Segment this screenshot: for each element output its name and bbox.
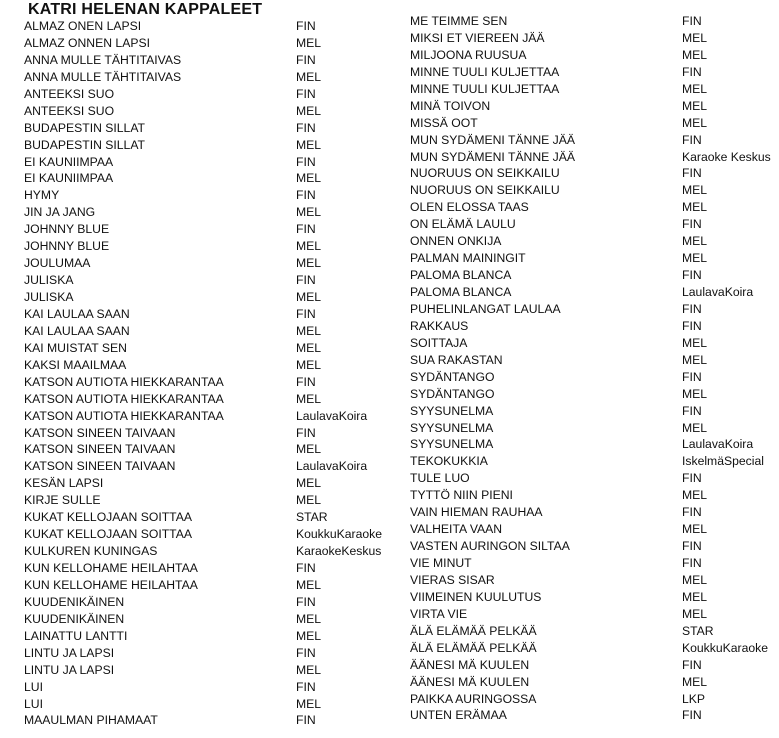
- song-row: [24, 323, 384, 340]
- karaoke-label: LaulavaKoira: [296, 459, 368, 474]
- karaoke-label: MEL: [682, 47, 708, 62]
- song-row: [410, 640, 779, 657]
- song-row: [410, 589, 779, 606]
- song-title: KAI MUISTAT SEN: [24, 340, 127, 355]
- karaoke-label: MEL: [682, 30, 708, 45]
- karaoke-label: KaraokeKeskus: [296, 544, 382, 559]
- song-title: OLEN ELOSSA TAAS: [410, 200, 529, 215]
- song-row: [24, 391, 384, 408]
- song-row: [410, 674, 779, 691]
- song-title: VASTEN AURINGON SILTAA: [410, 539, 570, 554]
- song-row: [24, 272, 384, 289]
- song-row: [410, 318, 779, 335]
- karaoke-label: MEL: [296, 171, 322, 186]
- karaoke-label: MEL: [296, 357, 322, 372]
- song-row: [24, 577, 384, 594]
- song-title: KATSON AUTIOTA HIEKKARANTAA: [24, 408, 224, 423]
- song-title: ON ELÄMÄ LAULU: [410, 217, 516, 232]
- song-row: [24, 475, 384, 492]
- song-row: [410, 606, 779, 623]
- karaoke-label: MEL: [682, 572, 708, 587]
- karaoke-label: FIN: [682, 505, 702, 520]
- song-title: MISSÄ OOT: [410, 115, 478, 130]
- karaoke-label: MEL: [296, 391, 322, 406]
- song-row: [24, 543, 384, 560]
- karaoke-label: LaulavaKoira: [682, 285, 754, 299]
- song-title: VIE MINUT: [410, 556, 472, 570]
- karaoke-label: FIN: [296, 120, 316, 135]
- song-title: SYYSUNELMA: [410, 403, 494, 418]
- song-title: KIRJE SULLE: [24, 493, 101, 508]
- karaoke-label: MEL: [296, 239, 322, 254]
- song-row: [410, 436, 779, 453]
- karaoke-label: LaulavaKoira: [682, 437, 754, 452]
- song-title: EI KAUNIIMPAA: [24, 154, 114, 169]
- karaoke-label: MEL: [682, 488, 708, 503]
- karaoke-label: LaulavaKoira: [296, 408, 368, 423]
- song-row: [410, 13, 779, 30]
- song-title: JOHNNY BLUE: [24, 239, 110, 254]
- song-row: [24, 120, 384, 137]
- song-title: ÄLÄ ELÄMÄÄ PELKÄÄ: [410, 623, 537, 638]
- song-row: [24, 221, 384, 238]
- karaoke-label: MEL: [296, 340, 322, 355]
- karaoke-label: MEL: [296, 696, 322, 711]
- song-title: VAIN HIEMAN RAUHAA: [410, 505, 543, 520]
- song-title: KATSON SINEEN TAIVAAN: [24, 425, 176, 440]
- song-row: [410, 47, 779, 64]
- karaoke-label: FIN: [296, 188, 316, 203]
- song-title: MUN SYDÄMENI TÄNNE JÄÄ: [410, 132, 576, 147]
- karaoke-label: FIN: [682, 301, 702, 316]
- karaoke-label: FIN: [682, 132, 702, 147]
- song-title: LUI: [24, 679, 43, 694]
- song-title: SYYSUNELMA: [410, 420, 494, 435]
- song-row: [24, 289, 384, 306]
- song-row: [410, 386, 779, 403]
- song-row: [410, 657, 779, 674]
- song-title: SOITTAJA: [410, 335, 468, 350]
- song-row: [24, 662, 384, 679]
- karaoke-label: FIN: [682, 539, 702, 554]
- karaoke-label: MEL: [296, 103, 322, 118]
- song-row: [24, 679, 384, 696]
- song-title: LINTU JA LAPSI: [24, 662, 115, 677]
- song-row: [410, 487, 779, 504]
- song-title: MUN SYDÄMENI TÄNNE JÄÄ: [410, 149, 576, 164]
- song-row: [24, 425, 384, 442]
- song-title: KATSON AUTIOTA HIEKKARANTAA: [24, 391, 224, 406]
- song-title: PAIKKA AURINGOSSA: [410, 691, 537, 706]
- song-row: [24, 458, 384, 475]
- song-title: JULISKA: [24, 273, 74, 288]
- song-title: KAKSI MAAILMAA: [24, 357, 127, 372]
- karaoke-label: FIN: [682, 268, 702, 283]
- song-row: [24, 170, 384, 187]
- song-row: [410, 98, 779, 115]
- karaoke-label: KoukkuKaraoke: [296, 527, 383, 542]
- song-row: [24, 86, 384, 103]
- karaoke-label: LKP: [682, 691, 706, 706]
- karaoke-label: FIN: [296, 154, 316, 169]
- karaoke-label: MEL: [296, 35, 322, 50]
- song-row: [24, 204, 384, 221]
- song-row: [410, 538, 779, 555]
- karaoke-label: MEL: [682, 251, 708, 266]
- song-title: JOULUMAA: [24, 256, 91, 271]
- song-title: LINTU JA LAPSI: [24, 645, 115, 660]
- song-title: ÄÄNESI MÄ KUULEN: [410, 674, 530, 689]
- song-title: KATSON AUTIOTA HIEKKARANTAA: [24, 374, 224, 389]
- song-row: [24, 35, 384, 52]
- song-row: [24, 340, 384, 357]
- song-title: TYTTÖ NIIN PIENI: [410, 488, 513, 503]
- song-title: ÄLÄ ELÄMÄÄ PELKÄÄ: [410, 640, 537, 655]
- karaoke-label: FIN: [296, 561, 316, 575]
- karaoke-label: MEL: [682, 420, 708, 435]
- song-title: KATSON SINEEN TAIVAAN: [24, 459, 176, 474]
- song-title: MINÄ TOIVON: [410, 98, 491, 113]
- song-row: [410, 165, 779, 182]
- song-title: NUORUUS ON SEIKKAILU: [410, 166, 560, 181]
- song-title: KUN KELLOHAME HEILAHTAA: [24, 561, 198, 575]
- song-title: RAKKAUS: [410, 318, 469, 333]
- song-title: KAI LAULAA SAAN: [24, 323, 130, 338]
- karaoke-label: FIN: [296, 306, 316, 321]
- song-title: LAINATTU LANTTI: [24, 628, 128, 643]
- karaoke-label: MEL: [682, 200, 708, 215]
- song-title: ANTEEKSI SUO: [24, 86, 115, 101]
- song-row: [24, 628, 384, 645]
- song-row: [24, 255, 384, 272]
- karaoke-label: FIN: [682, 657, 702, 672]
- song-row: [410, 470, 779, 487]
- song-title: KUN KELLOHAME HEILAHTAA: [24, 577, 198, 592]
- karaoke-label: MEL: [682, 674, 708, 689]
- song-row: [24, 69, 384, 86]
- karaoke-label: FIN: [682, 556, 702, 570]
- song-title: PALMAN MAININGIT: [410, 251, 526, 266]
- song-row: [24, 18, 384, 35]
- song-row: [410, 403, 779, 420]
- karaoke-label: FIN: [296, 222, 316, 237]
- karaoke-label: MEL: [682, 522, 708, 537]
- song-title: HYMY: [24, 188, 60, 203]
- song-row: [410, 352, 779, 369]
- song-row: [24, 560, 384, 577]
- karaoke-label: Karaoke Keskus: [682, 149, 771, 164]
- song-row: [24, 492, 384, 509]
- karaoke-label: KoukkuKaraoke: [682, 640, 769, 655]
- song-title: VIRTA VIE: [410, 606, 468, 621]
- song-row: [410, 301, 779, 318]
- song-title: MINNE TUULI KULJETTAA: [410, 81, 560, 96]
- song-row: [24, 594, 384, 611]
- song-row: [24, 611, 384, 628]
- song-title: EI KAUNIIMPAA: [24, 171, 114, 186]
- song-title: KATSON SINEEN TAIVAAN: [24, 442, 176, 457]
- karaoke-label: MEL: [296, 611, 322, 626]
- karaoke-label: FIN: [296, 645, 316, 660]
- karaoke-label: MEL: [682, 234, 708, 249]
- karaoke-label: FIN: [682, 403, 702, 418]
- song-row: [410, 216, 779, 233]
- karaoke-label: FIN: [296, 679, 316, 694]
- song-title: ANNA MULLE TÄHTITAIVAS: [24, 69, 182, 84]
- page-title: KATRI HELENAN KAPPALEET: [28, 1, 263, 18]
- song-title: UNTEN ERÄMAA: [410, 708, 507, 723]
- song-row: [410, 623, 779, 640]
- song-list-left: [24, 18, 384, 729]
- karaoke-label: MEL: [296, 69, 322, 84]
- song-row: [410, 30, 779, 47]
- karaoke-label: STAR: [682, 623, 714, 638]
- song-row: [24, 696, 384, 713]
- song-title: ÄÄNESI MÄ KUULEN: [410, 657, 530, 672]
- karaoke-label: FIN: [296, 19, 316, 33]
- song-row: [410, 521, 779, 538]
- karaoke-label: MEL: [682, 589, 708, 604]
- song-title: MIKSI ET VIEREEN JÄÄ: [410, 30, 545, 45]
- song-title: KUUDENIKÄINEN: [24, 594, 125, 609]
- song-title: VIIMEINEN KUULUTUS: [410, 589, 542, 604]
- song-row: [24, 374, 384, 391]
- song-row: [24, 509, 384, 526]
- song-row: [24, 408, 384, 425]
- song-row: [24, 52, 384, 69]
- karaoke-label: FIN: [682, 64, 702, 79]
- song-title: LUI: [24, 696, 43, 711]
- song-title: SYDÄNTANGO: [410, 386, 495, 401]
- song-row: [24, 238, 384, 255]
- karaoke-label: FIN: [296, 86, 316, 101]
- song-row: [410, 707, 779, 724]
- song-row: [410, 555, 779, 572]
- song-row: [410, 420, 779, 437]
- song-title: TEKOKUKKIA: [410, 454, 488, 469]
- karaoke-label: IskelmäSpecial: [682, 454, 764, 469]
- song-row: [410, 691, 779, 708]
- karaoke-label: MEL: [296, 662, 322, 677]
- song-title: PALOMA BLANCA: [410, 268, 512, 283]
- karaoke-label: MEL: [682, 386, 708, 401]
- karaoke-label: FIN: [296, 425, 316, 440]
- song-title: MILJOONA RUUSUA: [410, 47, 527, 62]
- song-title: KUKAT KELLOJAAN SOITTAA: [24, 527, 192, 542]
- song-row: [24, 526, 384, 543]
- karaoke-label: FIN: [296, 374, 316, 389]
- song-row: [410, 64, 779, 81]
- song-title: PUHELINLANGAT LAULAA: [410, 301, 561, 316]
- song-title: BUDAPESTIN SILLAT: [24, 120, 146, 135]
- song-title: PALOMA BLANCA: [410, 285, 512, 299]
- song-title: KAI LAULAA SAAN: [24, 306, 130, 321]
- karaoke-label: MEL: [296, 476, 322, 491]
- karaoke-label: MEL: [296, 290, 322, 304]
- song-row: [24, 441, 384, 458]
- song-title: JULISKA: [24, 290, 74, 304]
- karaoke-label: MEL: [682, 115, 708, 130]
- karaoke-label: MEL: [296, 137, 322, 152]
- karaoke-label: MEL: [296, 256, 322, 271]
- song-title: BUDAPESTIN SILLAT: [24, 137, 146, 152]
- song-row: [24, 645, 384, 662]
- karaoke-label: FIN: [682, 471, 702, 486]
- karaoke-label: FIN: [682, 369, 702, 384]
- song-row: [24, 357, 384, 374]
- karaoke-label: FIN: [682, 166, 702, 181]
- karaoke-label: MEL: [296, 577, 322, 592]
- karaoke-label: MEL: [296, 628, 322, 643]
- karaoke-label: FIN: [682, 217, 702, 232]
- song-row: [410, 335, 779, 352]
- song-title: VIERAS SISAR: [410, 572, 495, 587]
- song-title: SYDÄNTANGO: [410, 369, 495, 384]
- song-row: [410, 267, 779, 284]
- song-row: [410, 115, 779, 132]
- song-row: [24, 137, 384, 154]
- song-row: [410, 250, 779, 267]
- song-row: [410, 453, 779, 470]
- song-title: ONNEN ONKIJA: [410, 234, 502, 249]
- song-title: SUA RAKASTAN: [410, 352, 503, 367]
- karaoke-label: FIN: [682, 14, 702, 28]
- karaoke-label: MEL: [296, 323, 322, 338]
- song-title: KULKUREN KUNINGAS: [24, 544, 158, 559]
- song-row: [24, 103, 384, 120]
- karaoke-label: MEL: [682, 98, 708, 113]
- karaoke-label: FIN: [296, 594, 316, 609]
- song-row: [410, 572, 779, 589]
- song-title: KESÄN LAPSI: [24, 476, 104, 491]
- song-title: ANTEEKSI SUO: [24, 103, 115, 118]
- karaoke-label: FIN: [296, 713, 316, 728]
- song-row: [24, 187, 384, 204]
- karaoke-label: FIN: [682, 708, 702, 723]
- karaoke-label: MEL: [682, 335, 708, 350]
- song-row: [24, 154, 384, 171]
- song-title: MAAULMAN PIHAMAAT: [24, 713, 158, 728]
- song-title: ANNA MULLE TÄHTITAIVAS: [24, 52, 182, 67]
- song-row: [410, 233, 779, 250]
- karaoke-label: MEL: [296, 205, 322, 220]
- song-title: KUUDENIKÄINEN: [24, 611, 125, 626]
- song-row: [410, 504, 779, 521]
- song-row: [410, 199, 779, 216]
- song-title: ALMAZ ONNEN LAPSI: [24, 35, 150, 50]
- song-title: ME TEIMME SEN: [410, 14, 508, 28]
- song-title: TULE LUO: [410, 471, 470, 486]
- song-row: [410, 284, 779, 301]
- karaoke-label: FIN: [296, 52, 316, 67]
- karaoke-label: FIN: [296, 273, 316, 288]
- song-title: ALMAZ ONEN LAPSI: [24, 19, 142, 33]
- karaoke-label: MEL: [296, 442, 322, 457]
- song-title: VALHEITA VAAN: [410, 522, 503, 537]
- karaoke-label: MEL: [296, 493, 322, 508]
- song-title: NUORUUS ON SEIKKAILU: [410, 183, 560, 198]
- song-title: SYYSUNELMA: [410, 437, 494, 452]
- karaoke-label: MEL: [682, 352, 708, 367]
- song-row: [24, 306, 384, 323]
- karaoke-label: MEL: [682, 81, 708, 96]
- karaoke-label: MEL: [682, 183, 708, 198]
- song-row: [24, 712, 384, 729]
- song-title: JOHNNY BLUE: [24, 222, 110, 237]
- song-row: [410, 369, 779, 386]
- song-row: [410, 132, 779, 149]
- karaoke-label: STAR: [296, 510, 328, 525]
- song-row: [410, 149, 779, 166]
- song-title: JIN JA JANG: [24, 205, 96, 220]
- song-row: [410, 81, 779, 98]
- song-title: KUKAT KELLOJAAN SOITTAA: [24, 510, 192, 525]
- song-row: [410, 182, 779, 199]
- karaoke-label: MEL: [682, 606, 708, 621]
- song-title: MINNE TUULI KULJETTAA: [410, 64, 560, 79]
- song-list-right: [410, 13, 779, 724]
- karaoke-label: FIN: [682, 318, 702, 333]
